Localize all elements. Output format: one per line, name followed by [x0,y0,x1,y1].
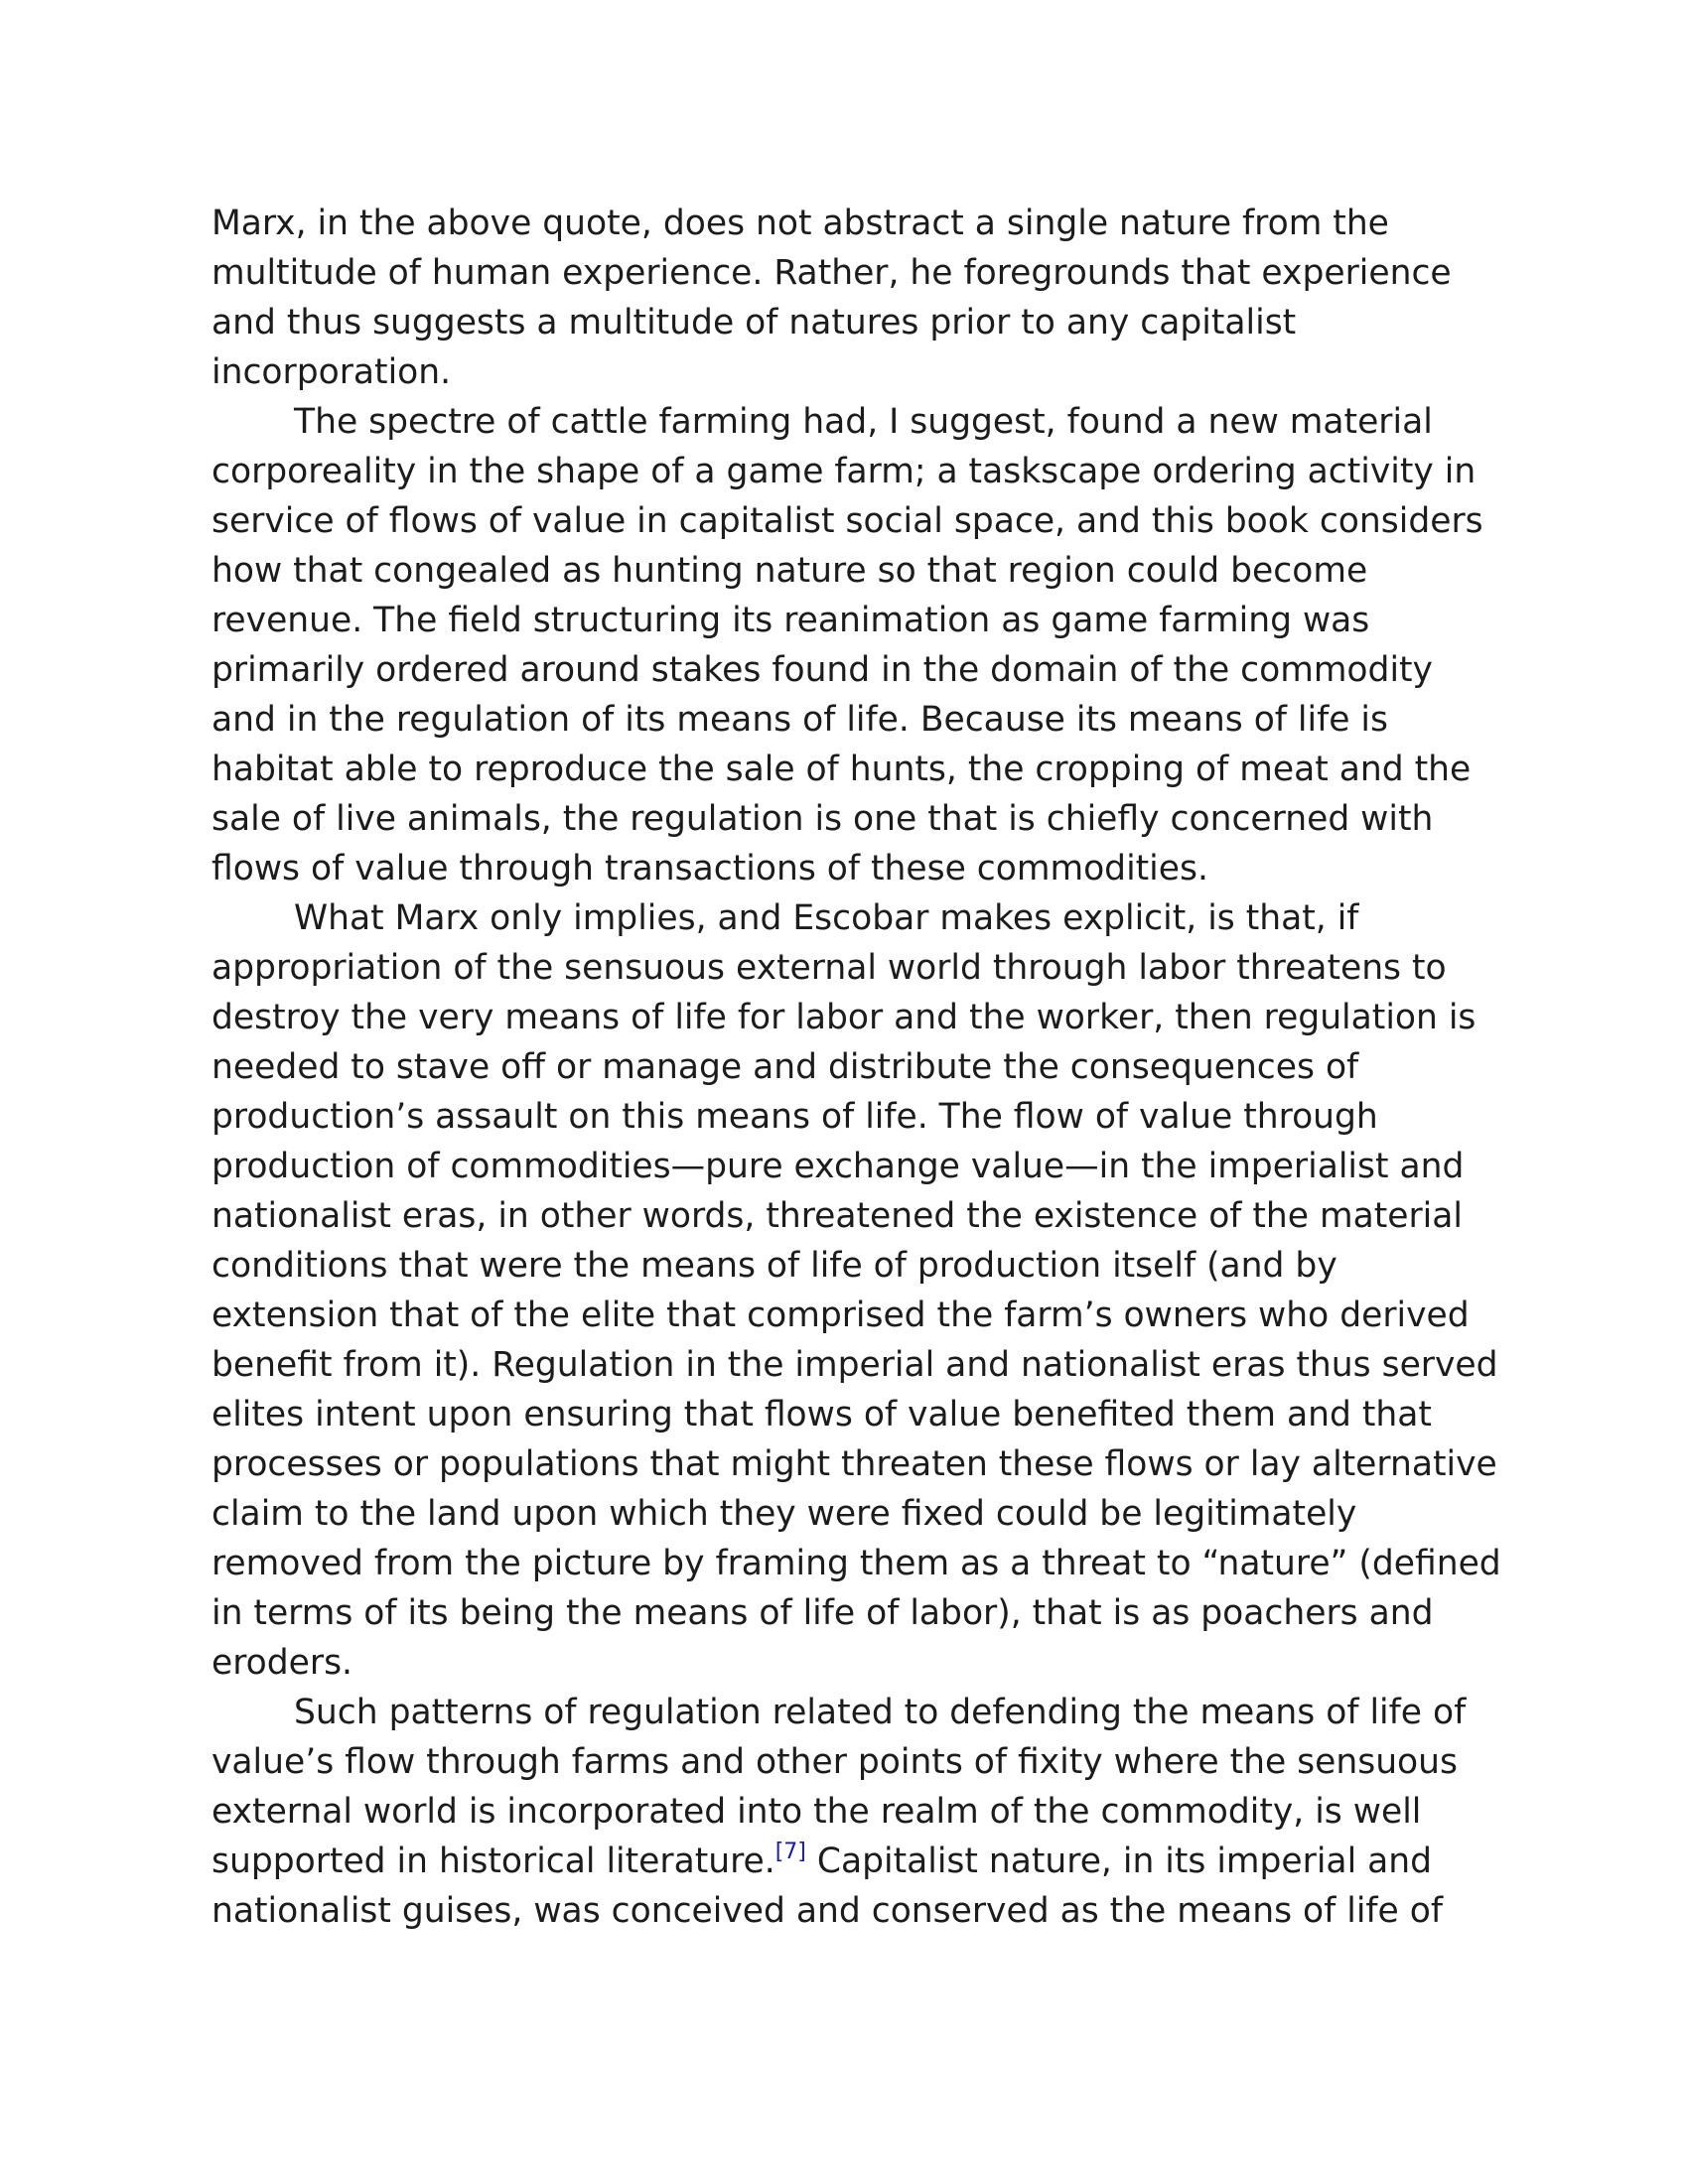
text-line: Such patterns of regulation related to defending the means of life of [294,1693,1467,1732]
text-line: multitude of human experience. Rather, he foregrounds that experience [211,253,1452,293]
text-line: extension that of the elite that comprised the farm’s owners who derived [211,1296,1470,1335]
text-line-with-footnote [211,1837,1502,1886]
text-line: revenue. The field structuring its reanimation as game farming was [211,601,1370,640]
paragraph-1 [211,199,1502,397]
text-line: production of commodities—pure exchange value—in the imperialist and [211,1147,1465,1186]
text-line: removed from the picture by framing them as a threat to “nature” (defined [211,1544,1501,1583]
text-line: value’s flow through farms and other points of fixity where the sensuous [211,1742,1459,1782]
text-line: external world is incorporated into the realm of the commodity, is well [211,1792,1422,1832]
document-page [211,199,1502,1936]
text-line: nationalist eras, in other words, threatened the existence of the material [211,1196,1463,1236]
text-line: processes or populations that might threaten these flows or lay alternative [211,1444,1497,1484]
paragraph-4 [211,1688,1502,1936]
text-line: production’s assault on this means of life. The flow of value through [211,1097,1378,1137]
text-line: nationalist guises, was conceived and conserved as the means of life of [211,1891,1443,1931]
text-line: incorporation. [211,352,452,392]
paragraph-3 [211,893,1502,1688]
text-segment: Capitalist nature, in its imperial and [805,1842,1433,1881]
paragraph-2 [211,397,1502,893]
text-line: primarily ordered around stakes found in the domain of the commodity [211,650,1433,690]
text-line: and thus suggests a multitude of natures prior to any capitalist [211,303,1297,342]
text-line: sale of live animals, the regulation is one that is chiefly concerned with [211,799,1434,839]
text-line: and in the regulation of its means of life. Because its means of life is [211,700,1388,740]
text-line: how that congealed as hunting nature so that region could become [211,551,1368,591]
text-line: flows of value through transactions of these commodities. [211,849,1208,888]
text-line: conditions that were the means of life of production itself (and by [211,1246,1337,1286]
text-line: appropriation of the sensuous external world through labor threatens to [211,948,1447,988]
text-line: claim to the land upon which they were fixed could be legitimately [211,1494,1357,1534]
text-line: destroy the very means of life for labor and the worker, then regulation is [211,998,1477,1037]
text-line: corporeality in the shape of a game farm; a taskscape ordering activity in [211,452,1477,491]
text-line: eroders. [211,1643,353,1683]
text-line: elites intent upon ensuring that flows of value benefited them and that [211,1395,1432,1434]
text-line: needed to stave off or manage and distribute the consequences of [211,1047,1359,1087]
text-line: service of flows of value in capitalist social space, and this book considers [211,501,1483,541]
text-segment: supported in historical literature. [211,1842,775,1881]
text-line: in terms of its being the means of life of labor), that is as poachers and [211,1593,1434,1633]
footnote-reference-link[interactable]: [7] [774,1840,806,1864]
text-line: The spectre of cattle farming had, I suggest, found a new material [294,402,1433,442]
text-line: benefit from it). Regulation in the imperial and nationalist eras thus served [211,1345,1498,1385]
text-line: Marx, in the above quote, does not abstract a single nature from the [211,204,1389,243]
text-line: habitat able to reproduce the sale of hunts, the cropping of meat and the [211,750,1472,789]
text-line: What Marx only implies, and Escobar makes explicit, is that, if [294,898,1359,938]
